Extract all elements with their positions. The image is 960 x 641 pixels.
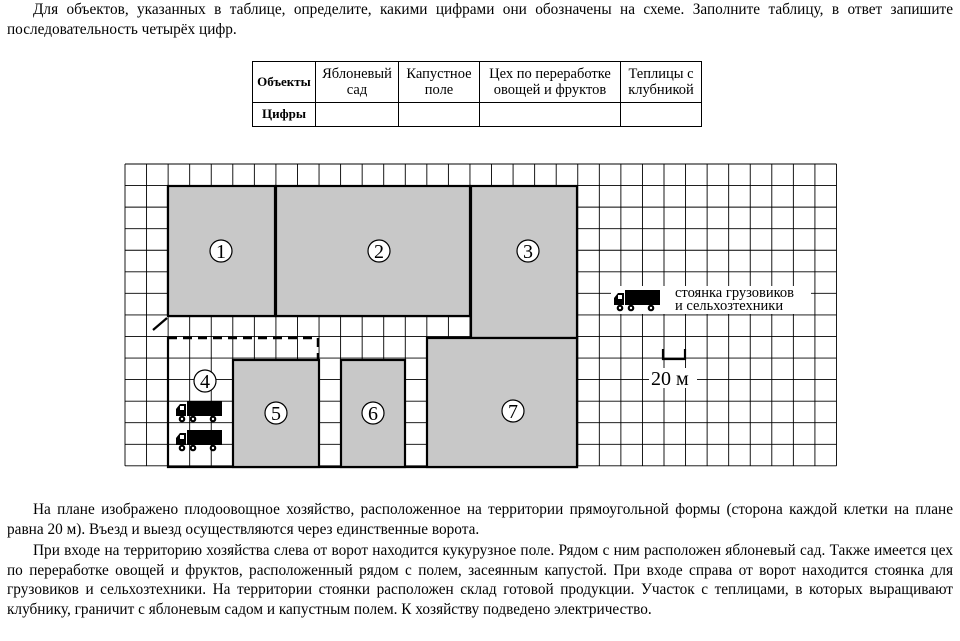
plan-description-1: На плане изображено плодоовощное хозяйство, расположенное на территории прямоугольной формы (сторона каждой клетки на плане равна 20 м). Въезд и выезд осуществляются через единственные ворота. xyxy=(7,501,953,538)
object-cabbage-field: Капустное поле xyxy=(399,62,480,103)
gate xyxy=(153,318,167,330)
object-processing-shop: Цех по переработке овощей и фруктов xyxy=(480,62,621,103)
area-label-5 xyxy=(265,402,287,425)
object-greenhouses: Теплицы с клубникой xyxy=(621,62,702,103)
plan-description-2: При входе на территорию хозяйства слева от ворот находится кукурузное поле. Рядом с ним расположен яблоневый сад. Также имеется цех по переработке овощей и фруктов, расположенный рядом с полем, засеянным капустой. При входе справа от ворот находится стоянка для грузовиков и сельхозтехники. На территории стоянки расположен склад готовой продукции. Участок с теплицами, в которых выращивают клубнику, граничит с яблоневым садом и капустным полем. К хозяйству подведено электричество. xyxy=(7,542,953,618)
svg-text:6: 6 xyxy=(368,403,378,425)
svg-text:7: 7 xyxy=(508,401,518,423)
svg-text:4: 4 xyxy=(200,371,210,393)
area-label-6 xyxy=(362,402,384,425)
dashed-fence xyxy=(168,338,318,360)
legend-label-line2: и сельхозтехники xyxy=(675,298,784,314)
task-instruction: Для объектов, указанных в таблице, определите, какими цифрами они обозначены на схеме. Заполните таблицу, в ответ запишите последовательность четырёх цифр. xyxy=(7,1,953,38)
objects-header: Объекты xyxy=(253,62,316,103)
area-label-1 xyxy=(210,240,232,263)
area-label-4 xyxy=(194,370,216,393)
area-label-3 xyxy=(517,240,539,263)
truck-icon xyxy=(176,430,222,451)
scale-label: 20 м xyxy=(651,368,689,390)
area-label-7 xyxy=(502,400,524,423)
area-label-2 xyxy=(368,240,390,263)
svg-text:2: 2 xyxy=(374,241,384,263)
area-7 xyxy=(427,338,577,467)
svg-text:3: 3 xyxy=(523,241,533,263)
digits-header: Цифры xyxy=(253,103,316,127)
scale-bar xyxy=(663,349,685,359)
truck-icon xyxy=(176,401,222,422)
object-apple-orchard: Яблоневый сад xyxy=(316,62,399,103)
svg-text:5: 5 xyxy=(271,403,281,425)
svg-text:1: 1 xyxy=(216,241,226,263)
legend-label-line1: стоянка грузовиков xyxy=(675,285,795,301)
